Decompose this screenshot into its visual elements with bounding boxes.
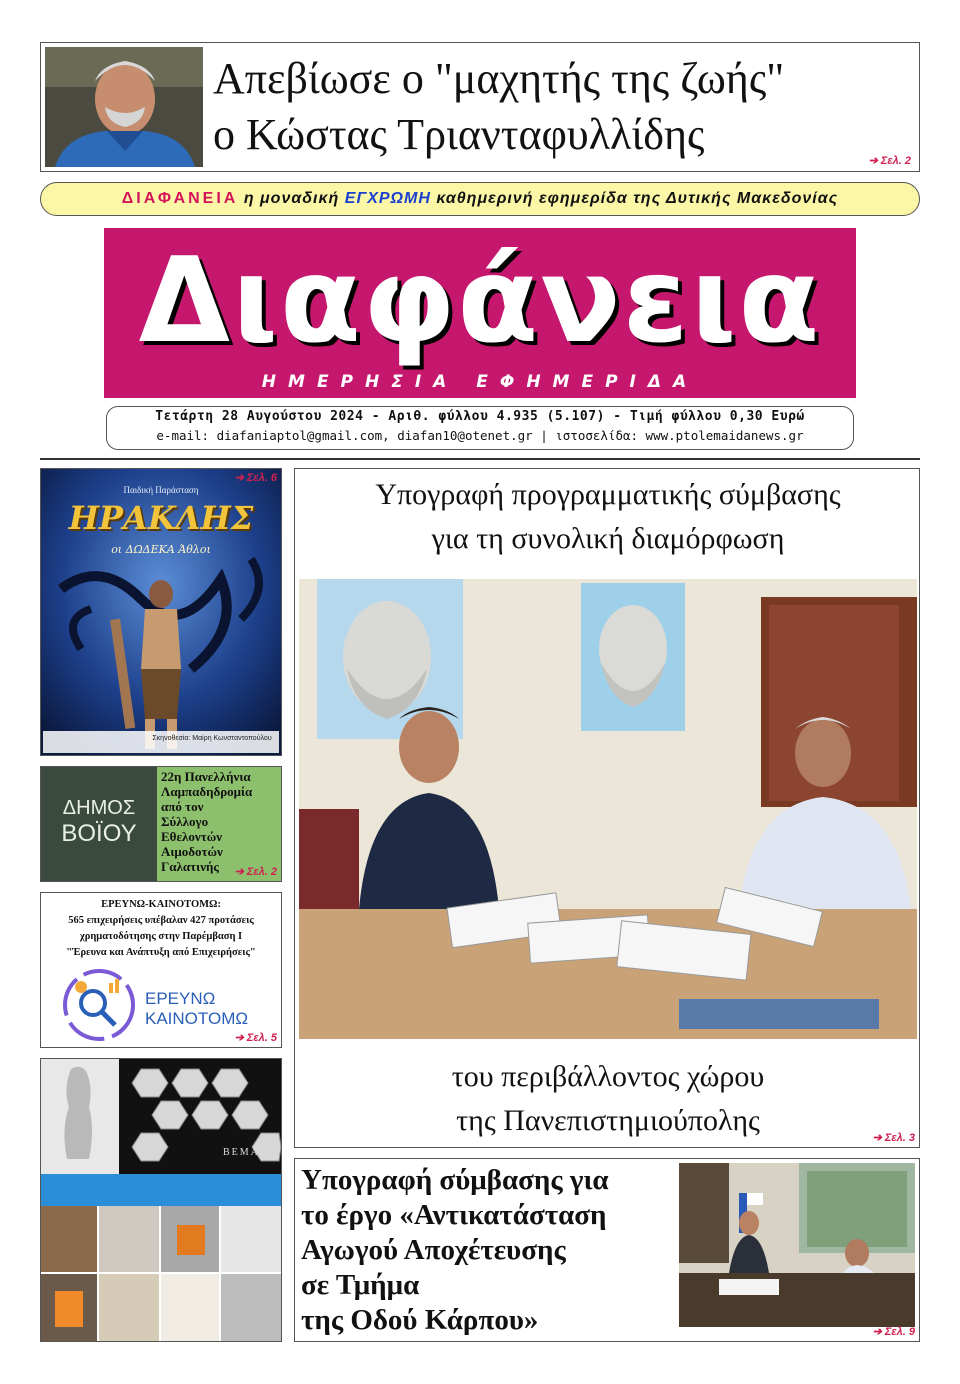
second-headline-line: Υπογραφή σύμβασης για [301, 1164, 609, 1196]
masthead-subtitle: ΗΜΕΡΗΣΙΑ ΕΦΗΜΕΡΙΔΑ [261, 372, 699, 392]
hercules-kicker: Παιδική Παράσταση [123, 485, 199, 495]
top-headline-line-1: Απεβίωσε ο "μαχητής της ζωής" [213, 54, 785, 103]
bemat-ad[interactable] [40, 1058, 282, 1342]
page-ref[interactable]: ➔ Σελ. 2 [868, 155, 911, 167]
hercules-credit: Σκηνοθεσία: Μαίρη Κωνσταντοπούλου [152, 735, 272, 742]
second-story[interactable] [294, 1158, 920, 1342]
top-story[interactable] [40, 42, 920, 172]
voio-line: Σύλλογο [161, 814, 209, 829]
slogan-part-2: καθημερινή εφημερίδα της Δυτικής Μακεδονίας [436, 190, 839, 207]
voio-logo-line-2: ΒΟΪΟΥ [61, 820, 137, 847]
research-line-2: χρηματοδότησης στην Παρέμβαση Ι [79, 931, 243, 942]
hercules-title: ΗΡΑΚΛΗΣ [68, 499, 254, 537]
research-logo-line-2: ΚΑΙΝΟΤΟΜΩ [145, 1009, 249, 1028]
page-ref[interactable]: ➔ Σελ. 2 [234, 866, 277, 878]
top-headline-line-2: ο Κώστας Τριανταφυλλίδης [213, 110, 705, 159]
voio-line: από τον [161, 799, 204, 814]
second-story-photo [679, 1163, 915, 1327]
voio-headline [161, 769, 281, 874]
page-ref[interactable]: ➔ Σελ. 6 [234, 472, 277, 484]
voio-logo-line-1: ΔΗΜΟΣ [62, 797, 136, 819]
hercules-ad[interactable] [40, 468, 282, 756]
slogan-brand: ΔΙΑΦΑΝΕΙΑ [121, 190, 239, 207]
research-logo-text [145, 989, 248, 1029]
main-headline-bottom-line-1: του περιβάλλοντος χώρου [451, 1060, 765, 1093]
masthead[interactable] [104, 228, 856, 398]
slogan-color-word: ΕΓΧΡΩΜΗ [344, 190, 431, 207]
main-story-photo [299, 579, 917, 1039]
page-ref[interactable]: ➔ Σελ. 9 [872, 1326, 915, 1338]
top-headline[interactable] [213, 51, 913, 163]
main-headline-bottom-line-2: της Πανεπιστημιούπολης [456, 1104, 760, 1137]
slogan-banner [40, 182, 920, 216]
research-text [41, 897, 281, 961]
voio-line: Αιμοδοτών [161, 844, 223, 859]
second-headline-line: το έργο «Αντικατάσταση [301, 1199, 607, 1231]
second-headline-line: Αγωγού Αποχέτευσης [301, 1234, 566, 1266]
voio-line: Γαλατινής [161, 859, 219, 874]
portrait-photo [45, 47, 203, 167]
research-line-1: 565 επιχειρήσεις υπέβαλαν 427 προτάσεις [68, 915, 254, 926]
masthead-title: Διαφάνεια [138, 231, 822, 369]
issue-line: Τετάρτη 28 Αυγούστου 2024 - Αριθ. φύλλου 4.935 (5.107) - Τιμή φύλλου 0,30 Ευρώ [155, 409, 805, 424]
hercules-subtitle: οι ΔΩΔΕΚΑ Άθλοι [111, 543, 211, 556]
voio-line: Εθελοντών [161, 829, 223, 844]
voio-line: Λαμπαδηδρομία [161, 784, 253, 799]
page-ref[interactable]: ➔ Σελ. 5 [234, 1032, 277, 1044]
main-headline-top-line-1: Υπογραφή προγραμματικής σύμβασης [375, 478, 841, 511]
bemat-brand: BEMAT [223, 1147, 267, 1158]
second-headline [301, 1163, 677, 1338]
main-story[interactable] [294, 468, 920, 1148]
voio-line: 22η Πανελλήνια [161, 769, 251, 784]
page-ref[interactable]: ➔ Σελ. 3 [872, 1132, 915, 1144]
research-story[interactable] [40, 892, 282, 1048]
second-headline-line: της Οδού Κάρπου» [301, 1304, 539, 1336]
research-logo-line-1: ΕΡΕΥΝΩ [145, 989, 216, 1008]
issue-info [106, 406, 854, 450]
second-headline-line: σε Τμήμα [301, 1269, 420, 1301]
bemat-ad-image [41, 1059, 281, 1341]
main-headline-top-line-2: για τη συνολική διαμόρφωση [431, 522, 785, 555]
voio-story[interactable] [40, 766, 282, 882]
slogan-part-1: η μοναδική [243, 190, 340, 207]
voio-logo [41, 767, 157, 882]
research-logo-icon [61, 967, 137, 1043]
research-title: ΕΡΕΥΝΩ-ΚΑΙΝΟΤΟΜΩ: [101, 899, 221, 910]
contact-line: e-mail: diafaniaptol@gmail.com, diafan10@otenet.gr | ιστοσελίδα: www.ptolemaidanews.gr [156, 428, 804, 443]
research-line-3: "Έρευνα και Ανάπτυξη από Επιχειρήσεις" [66, 947, 256, 958]
divider [40, 458, 920, 460]
